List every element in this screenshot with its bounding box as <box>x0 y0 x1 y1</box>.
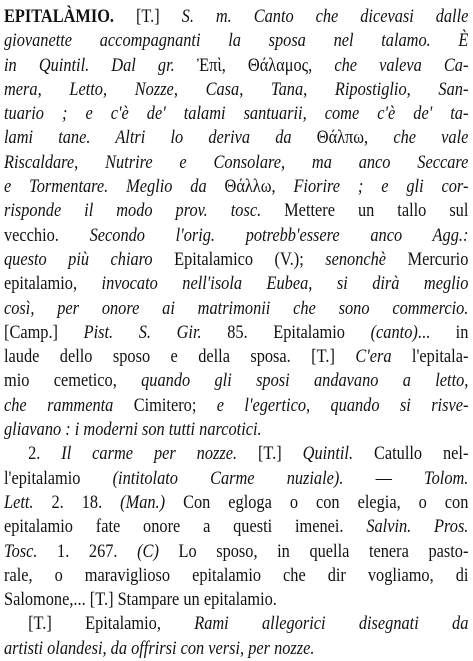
text-segment: Rami allegorici disegnati da <box>194 613 469 635</box>
text-segment: [T.] Epitalamio, <box>28 613 195 635</box>
entry-line <box>4 29 468 53</box>
text-segment: e l'egertico, quando si risve- <box>196 394 469 416</box>
text-segment: l'epitala- <box>391 346 469 368</box>
text-segment: Con egloga o con elegia, o con <box>165 491 469 513</box>
entry-line <box>4 199 468 223</box>
text-segment: tuario ; e c'è de' talami santuarii, come c'è de' ta- <box>4 103 469 125</box>
text-segment: in Quintil. Dal gr. <box>4 54 197 76</box>
entry-line <box>4 491 468 515</box>
entry-line <box>4 297 468 321</box>
text-segment: (canto) <box>370 321 418 343</box>
text-segment: (Man.) <box>120 491 166 513</box>
text-segment: (intitolato Carme nuziale). <box>112 467 344 489</box>
text-segment: 85. Epitalamio <box>201 321 371 343</box>
text-segment: questo più chiaro <box>4 248 153 270</box>
text-segment: 2. 18. <box>33 491 121 513</box>
text-segment: Pist. S. Gir. <box>83 321 202 343</box>
text-segment: Mercurio <box>386 248 469 270</box>
text-segment: risponde il modo prov. tosc. <box>4 200 262 222</box>
entry-line <box>4 394 468 418</box>
text-segment: invocato nell'isola Eubea, si dirà meglio <box>77 273 469 295</box>
text-segment: Fiorire ; e gli cor- <box>275 176 469 198</box>
entry-line <box>4 224 468 248</box>
text-segment: 2. <box>28 443 62 465</box>
text-segment: lami tane. Altri lo deriva da <box>4 127 317 149</box>
text-segment: Mettere un tallo sul <box>261 200 469 222</box>
entry-line <box>4 637 468 661</box>
entry-line <box>4 612 468 636</box>
text-segment: (C) <box>137 540 159 562</box>
text-segment: 1. 267. <box>37 540 138 562</box>
entry-line <box>4 78 468 102</box>
entry-line <box>4 102 468 126</box>
text-segment: [Camp.] <box>4 321 84 343</box>
dictionary-entry <box>4 5 469 661</box>
entry-line <box>4 515 468 539</box>
text-segment: artisti olandesi, da offrirsi con versi, per nozze. <box>4 637 315 659</box>
text-segment: epitalamio, <box>4 273 78 295</box>
text-segment: gliavano : i moderni son tutti narcotici. <box>4 419 262 441</box>
text-segment: Tosc. <box>4 540 38 562</box>
text-segment: Riscaldare, Nutrire e Consolare, ma anco Seccare <box>4 151 469 173</box>
text-segment: mera, Letto, Nozze, Casa, Tana, Ripostiglio, San- <box>4 78 469 100</box>
text-segment: che valeva Ca- <box>312 54 469 76</box>
headword: EPITALÀMIO. <box>4 6 115 27</box>
entry-line <box>4 467 468 491</box>
text-segment: Θάλλω, <box>224 176 276 198</box>
text-segment: l'epitalamio <box>4 467 113 489</box>
text-segment: Θάλπω, <box>316 127 369 149</box>
text-segment: così, per onore ai matrimonii che sono commercio. <box>4 297 469 319</box>
entry-line <box>4 248 468 272</box>
text-segment: laude dello sposo e della sposa. [T.] <box>4 346 356 368</box>
text-segment: Lo sposo, in quella tenera pasto- <box>158 540 469 562</box>
entry-line <box>4 321 468 345</box>
text-segment: Epitalamico (V.); <box>152 248 304 270</box>
text-segment: giovanette accompagnanti la sposa nel talamo. È <box>4 30 469 52</box>
entry-line <box>4 151 468 175</box>
text-segment: quando gli sposi andavano a letto, <box>116 370 469 392</box>
text-segment: Salomone,... [T.] Stampare un epitalamio. <box>4 589 277 611</box>
entry-line <box>4 564 468 588</box>
text-segment: — <box>343 467 425 489</box>
text-segment: S. m. Canto che dicevasi dalle <box>181 6 469 27</box>
entry-line <box>4 442 468 466</box>
text-segment: rale, o maraviglioso epitalamio che dir vogliamo, di <box>4 564 469 586</box>
text-segment: [T.] <box>237 443 303 465</box>
text-segment: Salvin. Pros. <box>366 516 469 538</box>
entry-line <box>4 54 468 78</box>
entry-line <box>4 175 468 199</box>
text-segment: epitalamio fate onore a questi imenei. <box>4 516 367 538</box>
text-segment: Quintil. <box>302 443 354 465</box>
text-segment: e Tormentare. Meglio da <box>4 176 225 198</box>
entry-line <box>4 272 468 296</box>
text-segment: mio cemetico, <box>4 370 117 392</box>
entry-line <box>4 345 468 369</box>
text-segment: Il carme per nozze. <box>61 443 238 465</box>
text-segment: ... in <box>417 321 469 343</box>
entry-line <box>4 418 468 442</box>
entry-line <box>4 369 468 393</box>
entry-line <box>4 540 468 564</box>
text-segment: senonchè <box>303 248 387 270</box>
text-segment: Tolom. <box>424 467 469 489</box>
text-segment: Ἐπὶ, Θάλαμος, <box>196 54 313 76</box>
entry-line <box>4 126 468 150</box>
text-segment: [T.] <box>114 6 182 27</box>
entry-line <box>4 5 468 29</box>
text-segment: C'era <box>355 346 392 368</box>
text-segment: che rammenta <box>4 394 114 416</box>
text-segment: Lett. <box>4 491 34 513</box>
text-segment: vecchio. <box>4 224 59 246</box>
text-segment: che vale <box>368 127 469 149</box>
text-segment: Secondo l'orig. potrebb'essere anco Agg.: <box>58 224 469 246</box>
entry-line <box>4 588 468 612</box>
text-segment: Catullo nel- <box>353 443 469 465</box>
text-segment: Cimitero; <box>113 394 197 416</box>
